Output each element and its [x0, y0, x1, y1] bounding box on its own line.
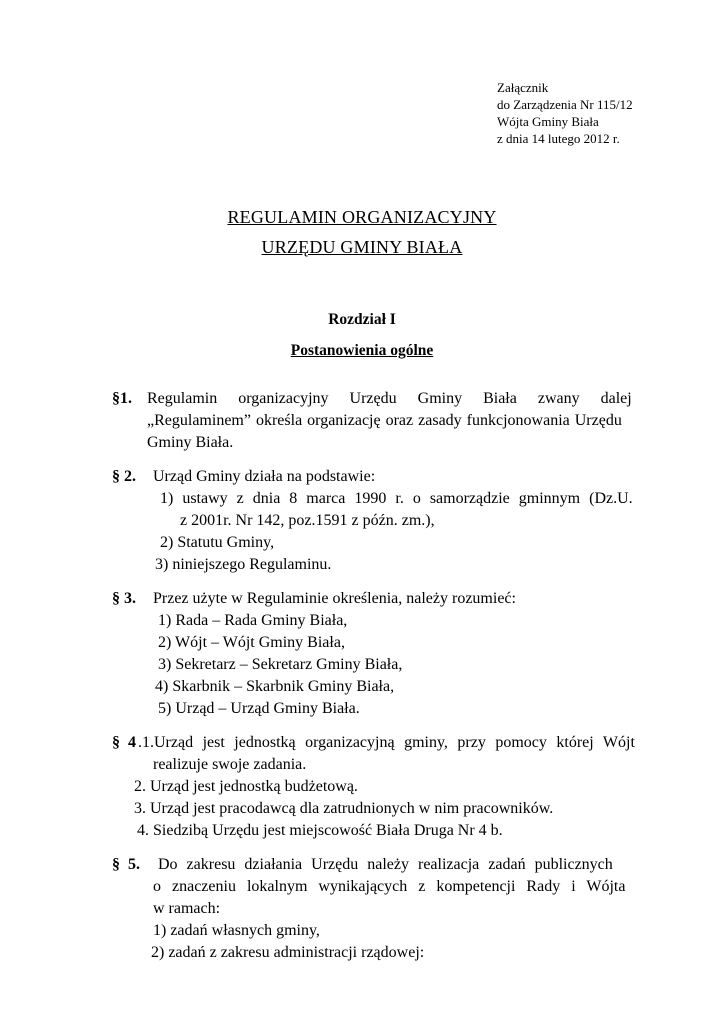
list-item: 3) niniejszego Regulaminu.	[155, 556, 332, 573]
list-item: z 2001r. Nr 142, poz.1591 z późn. zm.),	[180, 512, 435, 529]
attachment-line: do Zarządzenia Nr 115/12	[497, 97, 633, 112]
section-text: Przez użyte w Regulaminie określenia, należy rozumieć:	[153, 590, 516, 607]
section-text: Regulamin organizacyjny Urzędu Gminy Biała zwany dalej	[147, 390, 632, 407]
section-text: realizuje swoje zadania.	[153, 756, 307, 773]
section-text: w ramach:	[153, 900, 221, 917]
section-text: Gminy Biała.	[147, 434, 234, 451]
attachment-line: Wójta Gminy Biała	[497, 114, 599, 129]
section-text: „Regulaminem” określa organizację oraz zasady funkcjonowania Urzędu	[147, 412, 622, 429]
list-item: 1) zadań własnych gminy,	[153, 922, 320, 939]
attachment-header	[497, 79, 633, 147]
section-text: o znaczeniu lokalnym wynikających z kompetencji Rady i Wójta	[153, 878, 626, 895]
list-item: 1) ustawy z dnia 8 marca 1990 r. o samorządzie gminnym (Dz.U.	[160, 490, 633, 507]
chapter-name: Postanowienia ogólne	[290, 342, 434, 359]
section-label: § 5.	[112, 856, 140, 873]
section-label: §1.	[112, 390, 132, 407]
document-title-line1: REGULAMIN ORGANIZACYJNY	[227, 207, 497, 227]
section-label: §	[112, 734, 120, 751]
attachment-line: z dnia 14 lutego 2012 r.	[497, 131, 620, 146]
list-item: 3. Urząd jest pracodawcą dla zatrudnionych w nim pracowników.	[134, 800, 554, 817]
section-label: § 3.	[112, 590, 136, 607]
list-item: 5) Urząd – Urząd Gminy Biała.	[158, 700, 360, 717]
section-text: Do zakresu działania Urzędu należy realizacja zadań publicznych	[158, 856, 613, 873]
section-label: § 2.	[112, 468, 136, 485]
list-item: 2. Urząd jest jednostką budżetową.	[134, 778, 358, 795]
section-text: Urząd Gminy działa na podstawie:	[153, 468, 376, 485]
list-item: 3) Sekretarz – Sekretarz Gminy Biała,	[158, 656, 403, 673]
document-title-line2: URZĘDU GMINY BIAŁA	[261, 237, 463, 257]
list-item: 2) Wójt – Wójt Gminy Biała,	[158, 634, 345, 651]
list-item: 4) Skarbnik – Skarbnik Gminy Biała,	[155, 678, 395, 695]
section-text: .1.Urząd jest jednostką organizacyjną gminy, przy pomocy której Wójt	[138, 734, 635, 751]
list-item: 2) Statutu Gminy,	[160, 534, 275, 551]
section-number: 4	[128, 734, 136, 751]
chapter-number: Rozdział I	[328, 311, 396, 328]
list-item: 1) Rada – Rada Gminy Biała,	[158, 612, 348, 629]
attachment-line: Załącznik	[497, 80, 549, 95]
list-item: 4. Siedzibą Urzędu jest miejscowość Biała Druga Nr 4 b.	[137, 822, 503, 839]
list-item: 2) zadań z zakresu administracji rządowej:	[151, 944, 425, 961]
